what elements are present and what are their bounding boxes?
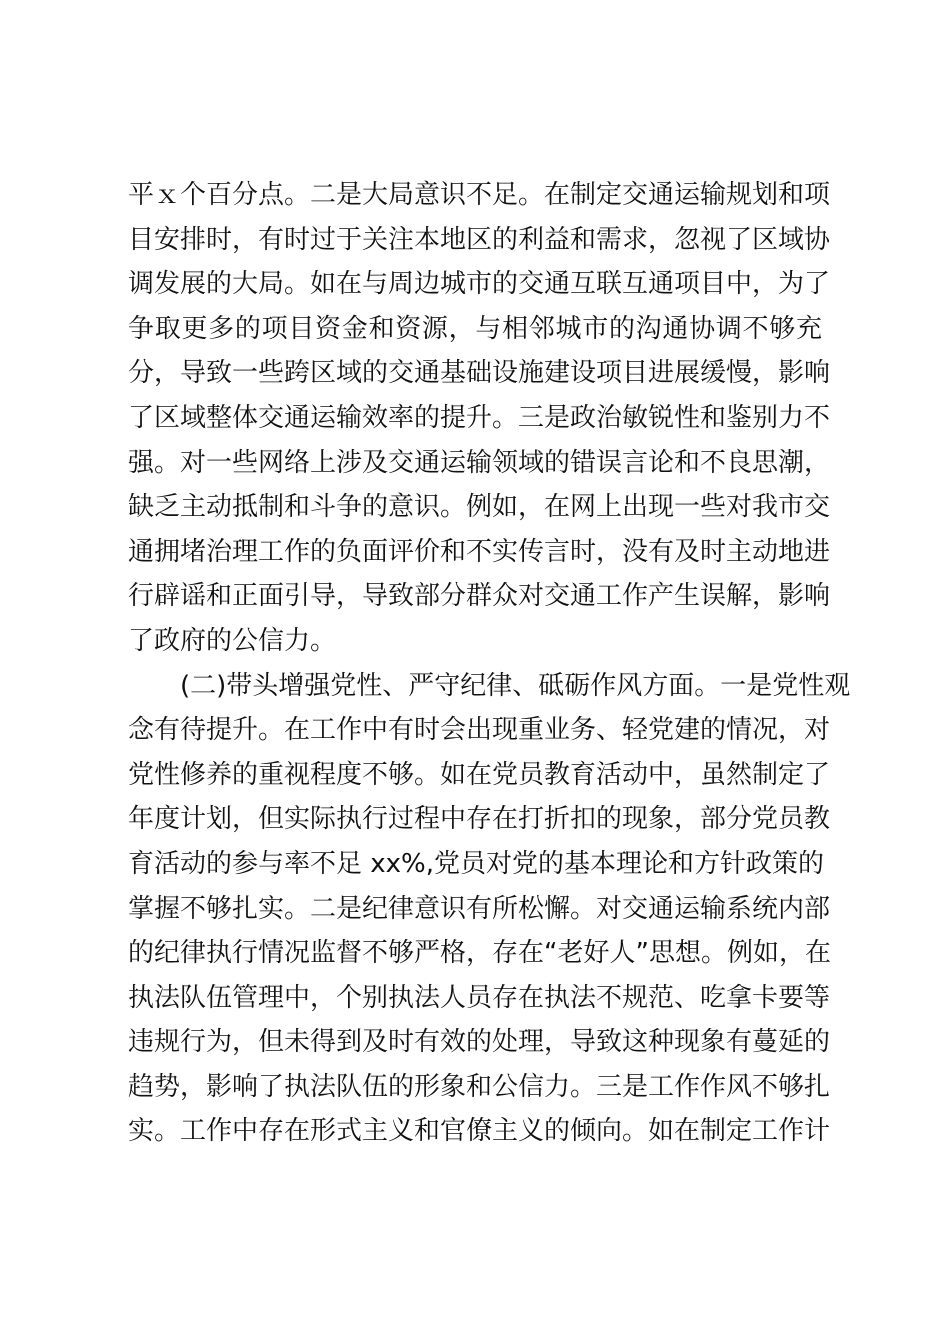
text-line: 强。对一些网络上涉及交通运输领域的错误言论和不良思潮， <box>128 447 831 478</box>
text-line: 掌握不够扎实。二是纪律意识有所松懈。对交通运输系统内部 <box>128 893 831 924</box>
text-line: 了区域整体交通运输效率的提升。三是政治敏锐性和鉴别力不 <box>128 402 831 433</box>
section-heading-line: (二)带头增强党性、严守纪律、砥砺作风方面。一是党性观 <box>180 670 851 701</box>
text-line: 趋势，影响了执法队伍的形象和公信力。三是工作作风不够扎 <box>128 1071 831 1102</box>
text-line: 违规行为，但未得到及时有效的处理，导致这种现象有蔓延的 <box>128 1027 831 1058</box>
text-line: 通拥堵治理工作的负面评价和不实传言时，没有及时主动地进 <box>128 536 831 567</box>
text-line: 分，导致一些跨区域的交通基础设施建设项目进展缓慢，影响 <box>128 358 831 389</box>
text-line: 实。工作中存在形式主义和官僚主义的倾向。如在制定工作计 <box>128 1116 831 1147</box>
text-line: 目安排时，有时过于关注本地区的利益和需求，忽视了区域协 <box>128 224 831 255</box>
text-line: 念有待提升。在工作中有时会出现重业务、轻党建的情况，对 <box>128 715 831 746</box>
text-line: 缺乏主动抵制和斗争的意识。例如，在网上出现一些对我市交 <box>128 492 831 523</box>
text-line: 平ｘ个百分点。二是大局意识不足。在制定交通运输规划和项 <box>128 180 831 210</box>
text-line: 行辟谣和正面引导，导致部分群众对交通工作产生误解，影响 <box>128 581 831 612</box>
paragraph-end-line: 了政府的公信力。 <box>128 625 337 656</box>
text-line: 执法队伍管理中，个别执法人员存在执法不规范、吃拿卡要等 <box>128 982 831 1013</box>
text-line: 争取更多的项目资金和资源，与相邻城市的沟通协调不够充 <box>128 313 822 344</box>
text-line: 调发展的大局。如在与周边城市的交通互联互通项目中，为了 <box>128 269 831 300</box>
text-line: 党性修养的重视程度不够。如在党员教育活动中，虽然制定了 <box>128 759 831 790</box>
text-line: 的纪律执行情况监督不够严格，存在“老好人”思想。例如，在 <box>128 938 831 969</box>
text-line: 年度计划，但实际执行过程中存在打折扣的现象，部分党员教 <box>128 804 831 835</box>
document-body <box>128 173 851 1154</box>
text-line: 育活动的参与率不足 xx%,党员对党的基本理论和方针政策的 <box>128 848 825 879</box>
